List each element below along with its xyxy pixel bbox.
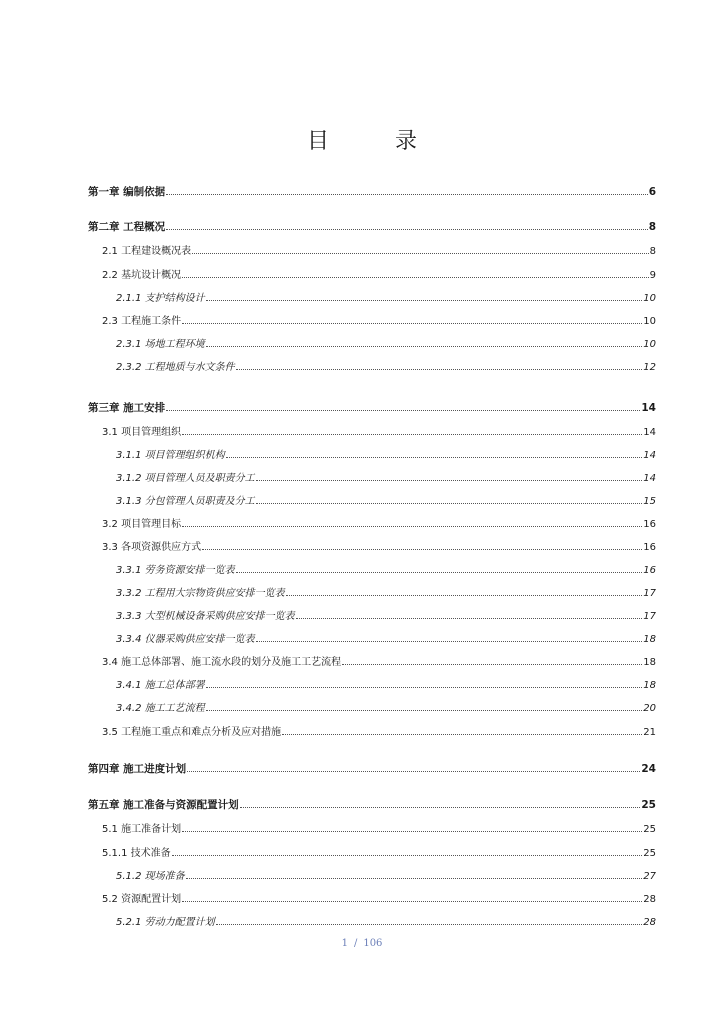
toc-entry-page-number: 15 [643, 496, 656, 507]
page-title: 目 录 [306, 129, 439, 154]
toc-entry-label: 3.4 施工总体部署、施工流水段的划分及施工工艺流程 [102, 657, 342, 668]
toc-dot-leader [236, 360, 643, 370]
toc-entry-label: 3.3.2 工程用大宗物资供应安排一览表 [116, 588, 285, 599]
toc-dot-leader [206, 678, 643, 688]
toc-entry-page-number: 28 [643, 917, 656, 928]
toc-entry-label: 5.2.1 劳动力配置计划 [116, 917, 215, 928]
toc-entry-label: 第五章 施工准备与资源配置计划 [88, 799, 239, 811]
toc-entry-page-number: 25 [643, 848, 656, 859]
toc-entry-page-number: 17 [643, 611, 656, 622]
toc-entry-page-number: 28 [643, 894, 656, 905]
toc-entry-page-number: 10 [643, 316, 656, 327]
toc-dot-leader [286, 586, 643, 596]
toc-entry-label: 3.3.3 大型机械设备采购供应安排一览表 [116, 611, 295, 622]
toc-entry-label: 2.1 工程建设概况表 [102, 246, 192, 257]
toc-entry-page-number: 8 [648, 221, 656, 233]
toc-dot-leader [172, 846, 643, 856]
toc-dot-leader [256, 494, 643, 504]
toc-entry-label: 第二章 工程概况 [88, 221, 166, 233]
toc-dot-leader [206, 291, 643, 301]
toc-entry-page-number: 18 [643, 657, 656, 668]
toc-entry-label: 2.3.2 工程地质与水文条件 [116, 362, 235, 373]
toc-entry[interactable] [88, 632, 656, 647]
page-separator: / [353, 938, 358, 949]
total-pages: 106 [363, 938, 383, 949]
toc-entry-label: 2.2 基坑设计概况 [102, 270, 182, 281]
toc-entry-page-number: 21 [643, 727, 656, 738]
toc-entry-page-number: 25 [641, 799, 656, 811]
toc-dot-leader [182, 314, 642, 324]
toc-entry[interactable] [88, 915, 656, 930]
toc-entry-page-number: 12 [643, 362, 656, 373]
toc-entry-label: 5.1.1 技术准备 [102, 848, 171, 859]
toc-entry-page-number: 6 [648, 186, 656, 198]
toc-entry[interactable] [88, 678, 656, 693]
toc-entry-page-number: 10 [643, 339, 656, 350]
toc-entry[interactable] [88, 540, 656, 555]
toc-entry[interactable] [88, 586, 656, 601]
toc-dot-leader [182, 268, 649, 278]
toc-dot-leader [256, 471, 643, 481]
toc-dot-leader [206, 337, 643, 347]
toc-entry[interactable] [88, 185, 656, 199]
toc-entry-page-number: 20 [643, 703, 656, 714]
toc-entry-page-number: 14 [643, 427, 656, 438]
toc-dot-leader [182, 892, 642, 902]
toc-dot-leader [206, 701, 643, 711]
toc-entry-label: 3.5 工程施工重点和难点分析及应对措施 [102, 727, 282, 738]
toc-entry[interactable] [88, 401, 656, 415]
toc-entry-page-number: 8 [649, 246, 656, 257]
current-page-number: 1 [341, 938, 348, 949]
toc-dot-leader [166, 185, 648, 195]
toc-entry[interactable] [88, 822, 656, 837]
toc-entry-label: 2.1.1 支护结构设计 [116, 293, 205, 304]
toc-dot-leader [236, 563, 643, 573]
toc-dot-leader [192, 244, 649, 254]
toc-entry[interactable] [88, 892, 656, 907]
toc-dot-leader [182, 822, 642, 832]
toc-dot-leader [296, 609, 643, 619]
toc-entry[interactable] [88, 517, 656, 532]
toc-entry-page-number: 16 [643, 519, 656, 530]
toc-entry-page-number: 25 [643, 824, 656, 835]
toc-entry[interactable] [88, 494, 656, 509]
toc-entry[interactable] [88, 314, 656, 329]
toc-entry[interactable] [88, 563, 656, 578]
toc-dot-leader [342, 655, 642, 665]
toc-entry[interactable] [88, 725, 656, 740]
toc-dot-leader [182, 517, 642, 527]
toc-dot-leader [216, 915, 643, 925]
toc-entry[interactable] [88, 425, 656, 440]
toc-entry[interactable] [88, 244, 656, 259]
toc-dot-leader [166, 220, 648, 230]
toc-entry[interactable] [88, 869, 656, 884]
toc-entry-label: 第一章 编制依据 [88, 186, 166, 198]
toc-entry-label: 5.2 资源配置计划 [102, 894, 182, 905]
toc-dot-leader [226, 448, 643, 458]
toc-entry-page-number: 14 [641, 402, 656, 414]
toc-dot-leader [202, 540, 642, 550]
toc-dot-leader [240, 798, 641, 808]
toc-entry-page-number: 16 [643, 565, 656, 576]
toc-entry-label: 3.3.4 仪器采购供应安排一览表 [116, 634, 255, 645]
toc-entry[interactable] [88, 762, 656, 776]
toc-entry[interactable] [88, 220, 656, 234]
toc-entry-page-number: 17 [643, 588, 656, 599]
toc-entry-page-number: 10 [643, 293, 656, 304]
toc-entry-label: 3.3 各项资源供应方式 [102, 542, 202, 553]
toc-entry-label: 5.1 施工准备计划 [102, 824, 182, 835]
toc-entry-page-number: 16 [643, 542, 656, 553]
toc-entry-label: 3.1.3 分包管理人员职责及分工 [116, 496, 255, 507]
toc-entry-label: 3.4.1 施工总体部署 [116, 680, 205, 691]
toc-dot-leader [182, 425, 642, 435]
toc-entry[interactable] [88, 337, 656, 352]
toc-entry[interactable] [88, 655, 656, 670]
toc-entry-page-number: 18 [643, 634, 656, 645]
toc-entry-page-number: 14 [643, 450, 656, 461]
toc-entry-label: 2.3 工程施工条件 [102, 316, 182, 327]
toc-entry-label: 2.3.1 场地工程环境 [116, 339, 205, 350]
toc-entry-label: 3.4.2 施工工艺流程 [116, 703, 205, 714]
toc-entry-label: 3.1.1 项目管理组织机构 [116, 450, 225, 461]
toc-entry[interactable] [88, 360, 656, 375]
toc-entry[interactable] [88, 846, 656, 861]
toc-entry-label: 5.1.2 现场准备 [116, 871, 185, 882]
toc-dot-leader [282, 725, 642, 735]
toc-entry[interactable] [88, 268, 656, 283]
toc-entry-label: 第四章 施工进度计划 [88, 763, 187, 775]
toc-entry[interactable] [88, 701, 656, 716]
page-footer [0, 938, 724, 949]
toc-entry[interactable] [88, 798, 656, 812]
toc-dot-leader [186, 869, 643, 879]
toc-dot-leader [187, 762, 640, 772]
toc-entry[interactable] [88, 609, 656, 624]
toc-entry-page-number: 14 [643, 473, 656, 484]
toc-entry-page-number: 9 [649, 270, 656, 281]
toc-dot-leader [256, 632, 643, 642]
toc-entry[interactable] [88, 448, 656, 463]
toc-dot-leader [166, 401, 640, 411]
toc-entry[interactable] [88, 471, 656, 486]
toc-entry-page-number: 27 [643, 871, 656, 882]
toc-entry-label: 3.3.1 劳务资源安排一览表 [116, 565, 235, 576]
toc-entry-label: 第三章 施工安排 [88, 402, 166, 414]
toc-entry-page-number: 24 [641, 763, 656, 775]
toc-entry-page-number: 18 [643, 680, 656, 691]
toc-entry-label: 3.1 项目管理组织 [102, 427, 182, 438]
toc-entry[interactable] [88, 291, 656, 306]
toc-entry-label: 3.2 项目管理目标 [102, 519, 182, 530]
toc-entry-label: 3.1.2 项目管理人员及职责分工 [116, 473, 255, 484]
